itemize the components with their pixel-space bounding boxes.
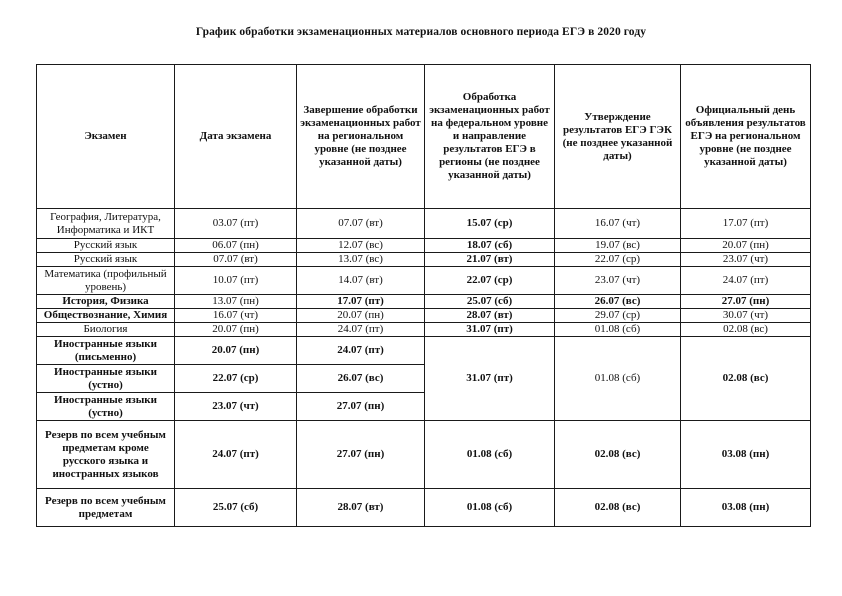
- date-cell: 13.07 (пн): [175, 295, 297, 309]
- exam-cell: Иностранные языки (устно): [37, 393, 175, 421]
- federal-cell: 21.07 (вт): [425, 253, 555, 267]
- gek-cell: 19.07 (вс): [555, 239, 681, 253]
- header-official-announcement: Официальный день объявления результатов ЕГЭ на региональном уровне (не позднее указанной даты): [681, 65, 811, 209]
- header-row: [37, 65, 811, 209]
- federal-cell: 28.07 (вт): [425, 309, 555, 323]
- date-cell: 20.07 (пн): [175, 337, 297, 365]
- regional-cell: 12.07 (вс): [297, 239, 425, 253]
- federal-cell-merged: 31.07 (пт): [425, 337, 555, 421]
- federal-cell: 01.08 (сб): [425, 489, 555, 527]
- date-cell: 25.07 (сб): [175, 489, 297, 527]
- regional-cell: 27.07 (пн): [297, 421, 425, 489]
- exam-cell: Резерв по всем учебным предметам: [37, 489, 175, 527]
- gek-cell: 01.08 (сб): [555, 323, 681, 337]
- gek-cell: 26.07 (вс): [555, 295, 681, 309]
- table-row: [37, 209, 811, 239]
- table-row: [37, 253, 811, 267]
- official-cell: 23.07 (чт): [681, 253, 811, 267]
- schedule-table: [36, 64, 811, 527]
- gek-cell: 29.07 (ср): [555, 309, 681, 323]
- exam-cell: География, Литература, Информатика и ИКТ: [37, 209, 175, 239]
- official-cell-merged: 02.08 (вс): [681, 337, 811, 421]
- exam-cell: Иностранные языки (устно): [37, 365, 175, 393]
- gek-cell: 16.07 (чт): [555, 209, 681, 239]
- gek-cell: 23.07 (чт): [555, 267, 681, 295]
- regional-cell: 24.07 (пт): [297, 323, 425, 337]
- date-cell: 10.07 (пт): [175, 267, 297, 295]
- header-regional-processing: Завершение обработки экзаменационных работ на региональном уровне (не позднее указанной даты): [297, 65, 425, 209]
- header-gek-approval: Утверждение результатов ЕГЭ ГЭК (не позднее указанной даты): [555, 65, 681, 209]
- header-federal-processing: Обработка экзаменационных работ на федеральном уровне и направление результатов ЕГЭ в регионы (не позднее указанной даты): [425, 65, 555, 209]
- federal-cell: 31.07 (пт): [425, 323, 555, 337]
- exam-cell: Биология: [37, 323, 175, 337]
- gek-cell: 02.08 (вс): [555, 489, 681, 527]
- gek-cell: 22.07 (ср): [555, 253, 681, 267]
- regional-cell: 14.07 (вт): [297, 267, 425, 295]
- gek-cell: 02.08 (вс): [555, 421, 681, 489]
- table-row: [37, 295, 811, 309]
- exam-cell: Резерв по всем учебным предметам кроме русского языка и иностранных языков: [37, 421, 175, 489]
- regional-cell: 28.07 (вт): [297, 489, 425, 527]
- table-row: [37, 323, 811, 337]
- document-title: График обработки экзаменационных материалов основного периода ЕГЭ в 2020 году: [195, 26, 647, 38]
- exam-cell: Математика (профильный уровень): [37, 267, 175, 295]
- exam-cell: Русский язык: [37, 253, 175, 267]
- federal-cell: 22.07 (ср): [425, 267, 555, 295]
- table-row: [37, 267, 811, 295]
- official-cell: 03.08 (пн): [681, 489, 811, 527]
- official-cell: 20.07 (пн): [681, 239, 811, 253]
- official-cell: 27.07 (пн): [681, 295, 811, 309]
- regional-cell: 07.07 (вт): [297, 209, 425, 239]
- federal-cell: 01.08 (сб): [425, 421, 555, 489]
- date-cell: 24.07 (пт): [175, 421, 297, 489]
- federal-cell: 18.07 (сб): [425, 239, 555, 253]
- date-cell: 23.07 (чт): [175, 393, 297, 421]
- federal-cell: 25.07 (сб): [425, 295, 555, 309]
- regional-cell: 27.07 (пн): [297, 393, 425, 421]
- header-exam: Экзамен: [37, 65, 175, 209]
- date-cell: 22.07 (ср): [175, 365, 297, 393]
- table-row: [37, 309, 811, 323]
- federal-cell: 15.07 (ср): [425, 209, 555, 239]
- exam-cell: Обществознание, Химия: [37, 309, 175, 323]
- table-row: [37, 239, 811, 253]
- date-cell: 07.07 (вт): [175, 253, 297, 267]
- official-cell: 30.07 (чт): [681, 309, 811, 323]
- date-cell: 06.07 (пн): [175, 239, 297, 253]
- date-cell: 20.07 (пн): [175, 323, 297, 337]
- date-cell: 16.07 (чт): [175, 309, 297, 323]
- regional-cell: 24.07 (пт): [297, 337, 425, 365]
- regional-cell: 20.07 (пн): [297, 309, 425, 323]
- date-cell: 03.07 (пт): [175, 209, 297, 239]
- official-cell: 17.07 (пт): [681, 209, 811, 239]
- gek-cell-merged: 01.08 (сб): [555, 337, 681, 421]
- header-exam-date: Дата экзамена: [175, 65, 297, 209]
- table-row: [37, 489, 811, 527]
- exam-cell: История, Физика: [37, 295, 175, 309]
- table-row: [37, 337, 811, 365]
- exam-cell: Иностранные языки (письменно): [37, 337, 175, 365]
- official-cell: 24.07 (пт): [681, 267, 811, 295]
- exam-cell: Русский язык: [37, 239, 175, 253]
- official-cell: 02.08 (вс): [681, 323, 811, 337]
- regional-cell: 17.07 (пт): [297, 295, 425, 309]
- table-row: [37, 421, 811, 489]
- regional-cell: 13.07 (вс): [297, 253, 425, 267]
- official-cell: 03.08 (пн): [681, 421, 811, 489]
- regional-cell: 26.07 (вс): [297, 365, 425, 393]
